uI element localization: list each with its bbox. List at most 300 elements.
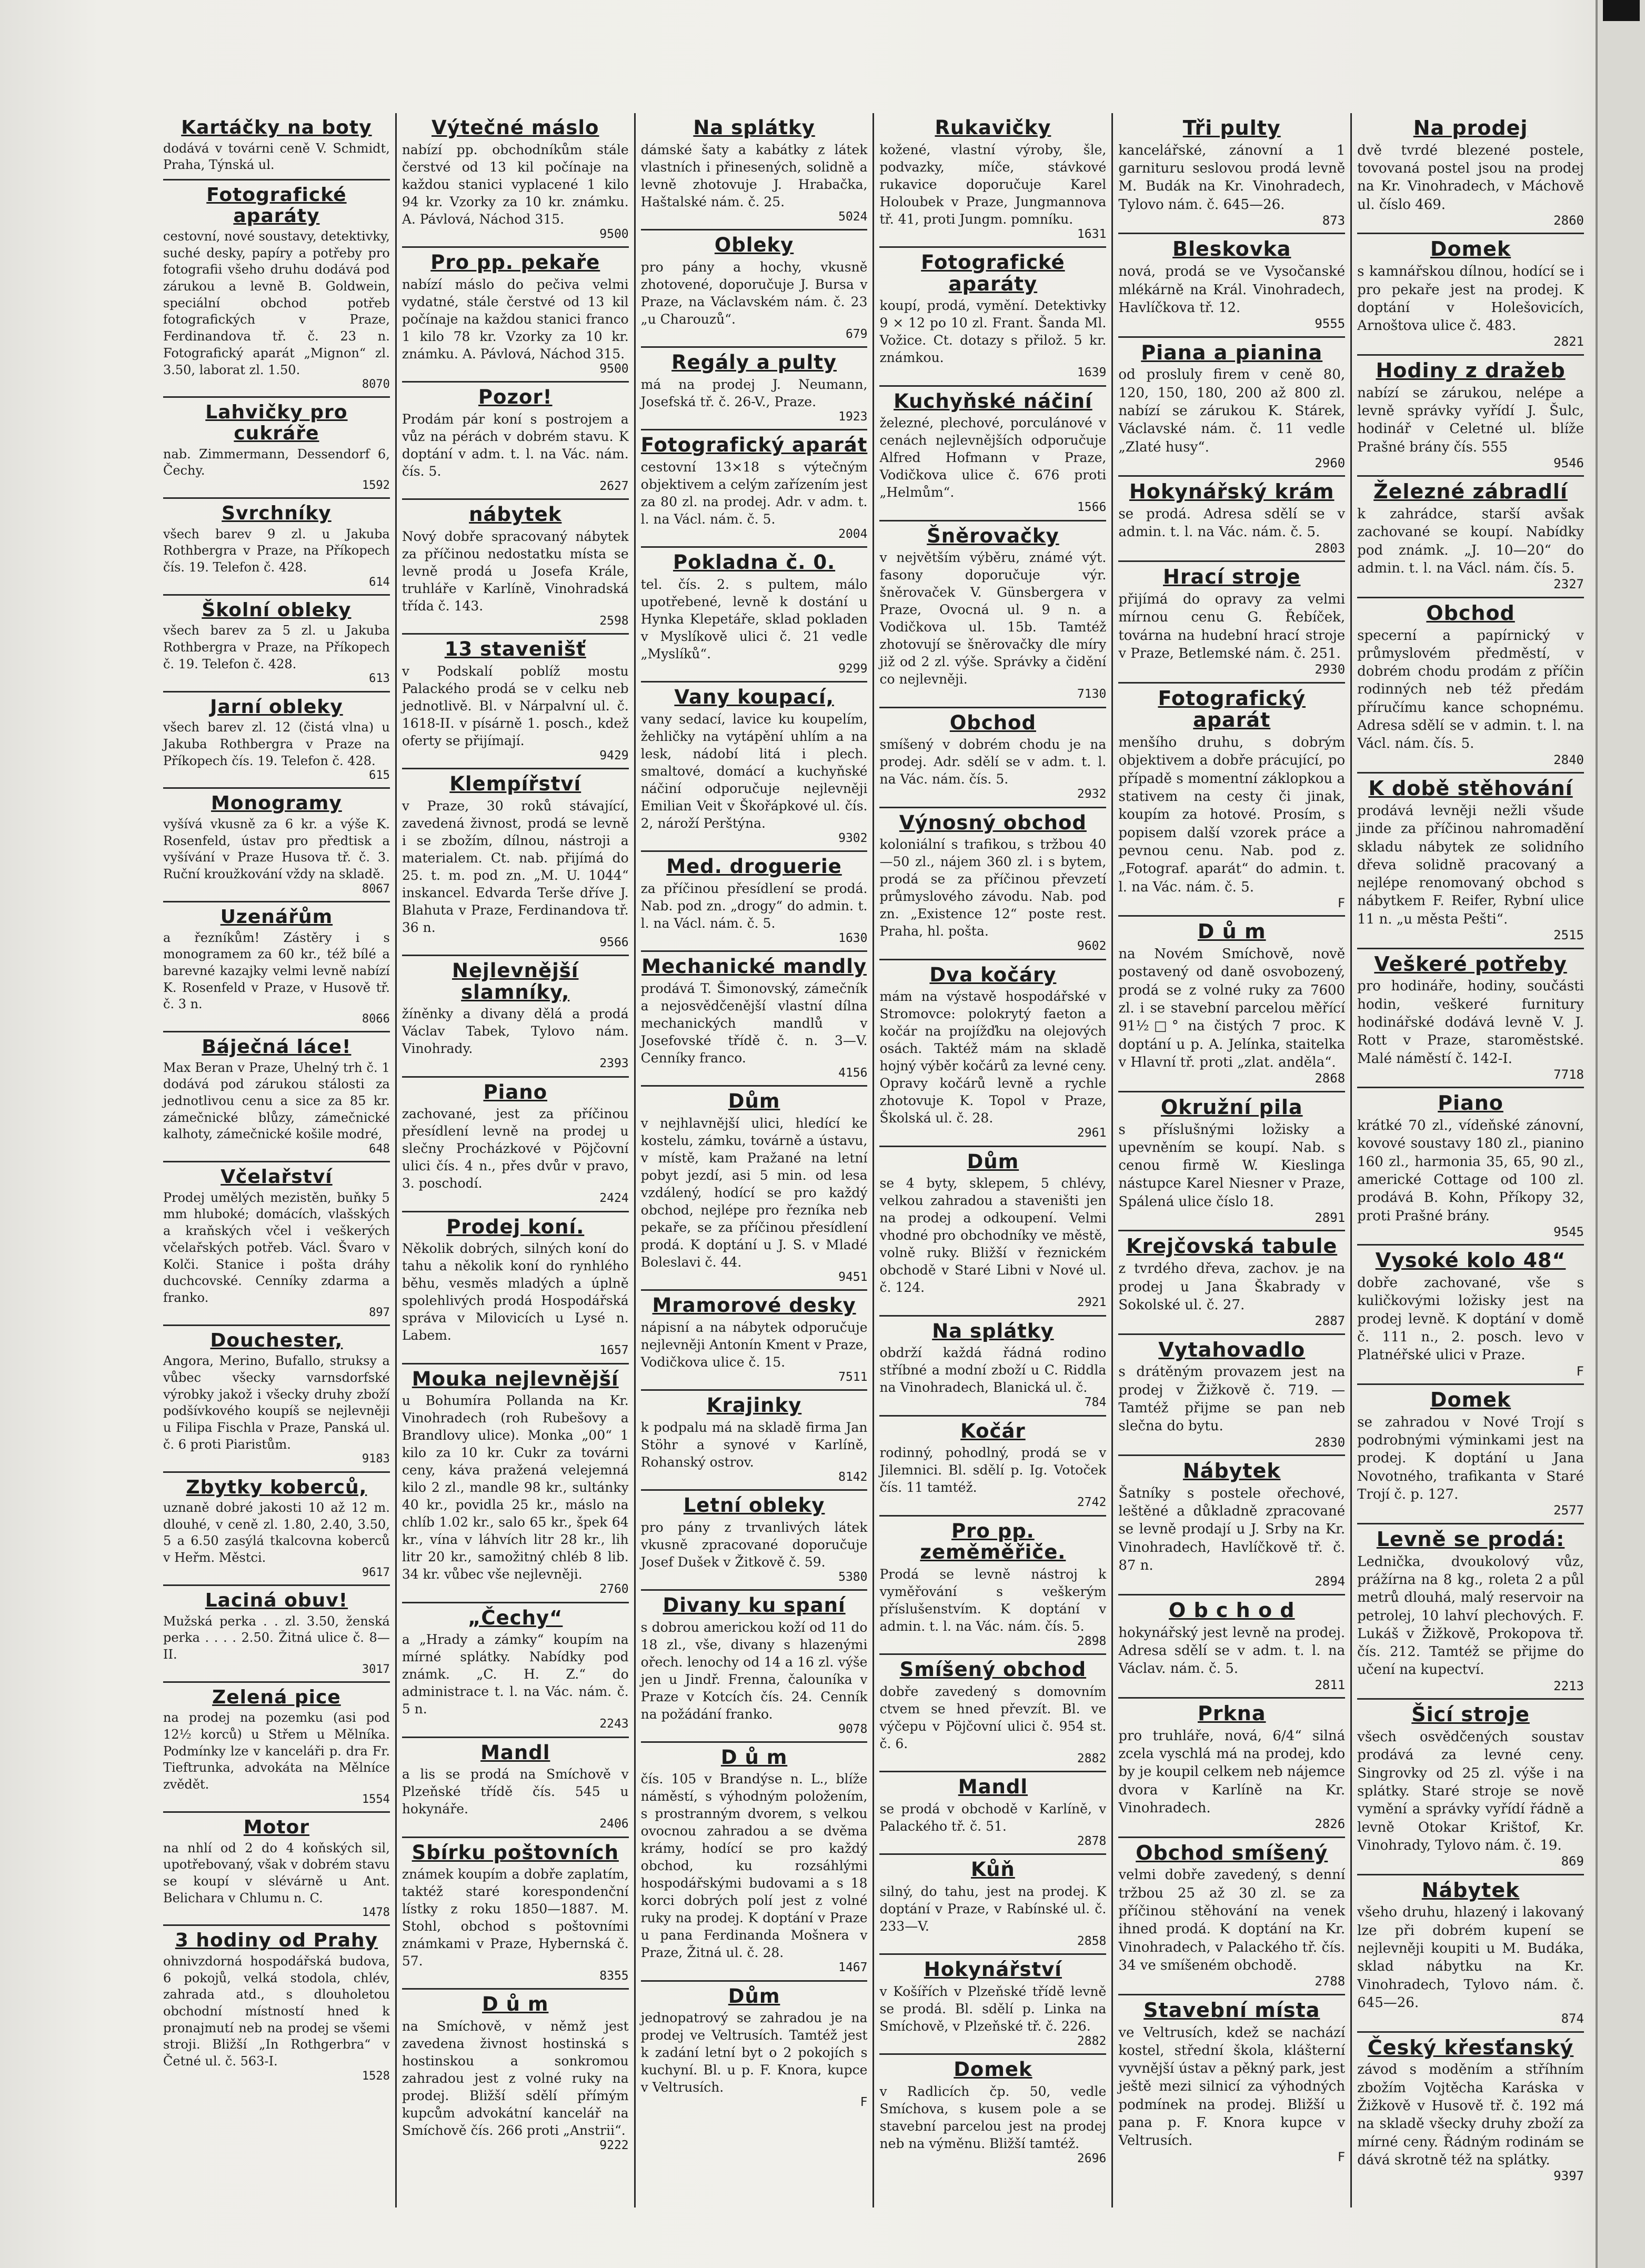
ad-body: železné, plechové, porculánové v cenách nejlevnějších odporučuje Alfred Hofmann v Praze, Vodičkova ulice č. 676 proti „Helmům“. (879, 415, 1107, 500)
ad-body: v Podskalí poblíž mostu Palackého prodá se v celku neb jednotlivě. Bl. v Nárpalvní ul. č. 1618-II. v písárně 1. posch., kdež oferty se přijímají. (402, 663, 629, 748)
ad-reference-number: 2760 (599, 1582, 629, 1597)
classified-ad (879, 1517, 1106, 1655)
ad-headline: Šicí stroje (1411, 1703, 1530, 1727)
ad-headline: Lahvičky pro cukráře (205, 402, 348, 444)
ad-reference-number: 8066 (362, 1012, 390, 1026)
classified-ad (163, 1813, 390, 1926)
ad-reference-number: 9078 (838, 1722, 868, 1736)
ad-body: Prodá se levně nástroj k vyměřování s veškerým příslušenstvím. K doptání v admin. t. l. na Vác. nám. čís. 5. (879, 1566, 1107, 1634)
classified-ads-grid (158, 113, 1589, 2207)
classified-ad (163, 1032, 390, 1162)
ad-headline: Prkna (1197, 1701, 1266, 1725)
ad-body: dvě tvrdé blezené postele, tovovaná postel jsou na prodej na Kr. Vinohradech, v Máchově ul. číslo 469. (1357, 142, 1584, 213)
classified-ad (641, 952, 868, 1087)
ad-reference-number: 2858 (1077, 1934, 1107, 1948)
ad-body: s příslušnými ložisky a upevněním se koupí. Nab. s cenou firmě W. Kieslinga nástupce Karel Niesner v Praze, Spálená ulice číslo 18. (1118, 1121, 1346, 1210)
ad-headline: Med. droguerie (666, 855, 842, 878)
classified-ad (1357, 1524, 1584, 1700)
ad-reference-number: 2894 (1315, 1574, 1346, 1589)
ad-body: za příčinou přesídlení se prodá. Nab. pod zn. „drogy“ do admin. t. l. na Václ. nám. č. 5. (640, 880, 868, 931)
ad-reference-number: 2327 (1553, 577, 1584, 592)
ad-headline: Na splátky (693, 116, 815, 139)
ad-headline: Vany koupací, (674, 685, 834, 708)
ad-reference-number: 9545 (1553, 1224, 1584, 1239)
ad-reference-number: 2742 (1077, 1496, 1107, 1510)
classified-ad (402, 769, 629, 956)
ad-body: na nhlí od 2 do 4 koňských sil, upotřebovaný, však v dobrém stavu se koupí v slévárně u Ant. Belichara v Chlumu n. C. (163, 1840, 390, 1905)
ad-headline: Dva kočáry (929, 963, 1057, 986)
ad-body: na Smíchově, v němž jest zavedena živnost hostinská s hostinskou a sonkromou zahradou jest z volné ruky na prodej. Bližší sdělí přímým kupcům advokátní kancelář na Smíchově čís. 266 proti „Anstrii“. (402, 2019, 629, 2139)
ad-headline: D ů m (482, 1993, 549, 2016)
classified-ad (1357, 1875, 1584, 2033)
classified-ad (402, 500, 629, 635)
ad-headline: Nábytek (1421, 1878, 1520, 1902)
ad-headline: „Čechy“ (468, 1606, 563, 1629)
ad-headline: Svrchníky (222, 503, 332, 525)
ad-headline: O b c h o d (1168, 1598, 1295, 1622)
ad-reference-number: 9555 (1315, 316, 1346, 332)
ad-reference-number: 8067 (362, 882, 390, 896)
ad-headline: Domek (1430, 1388, 1511, 1412)
ad-headline: Tři pulty (1182, 116, 1281, 139)
adjacent-page-edge (1596, 0, 1645, 2268)
ad-headline: Pro pp. zeměměřiče. (920, 1519, 1066, 1564)
ad-body: nabízí máslo do pečiva velmi vydatné, stále čerstvé od 13 kil počínaje na každou stanici franco 1 kilo 78 kr. Vzorky za 10 kr. známku. A. Pávlová, Náchod 315. (402, 276, 629, 362)
ad-headline: Smíšený obchod (899, 1658, 1087, 1681)
ad-body: Max Beran v Praze, Uhelný trh č. 1 dodává pod zárukou stálosti za jednotlivou cenu a sice za 85 kr. zámečnické blůzy, zámečnické kalhoty, zámečnické košile modré, (163, 1060, 390, 1142)
classified-ad (879, 1317, 1106, 1417)
ad-headline: Dům (728, 1984, 780, 2008)
ad-reference-number: 8142 (838, 1470, 868, 1484)
classified-ad (1118, 1456, 1345, 1595)
ad-reference-number: 2898 (1077, 1634, 1107, 1648)
ad-body: jednopatrový se zahradou je na prodej ve Veltrusích. Tamtéž jest k zadání letní byt o 2 pokojích s kuchyní. Bl. u p. F. Knora, kupce v Veltrusích. (640, 2010, 868, 2095)
ad-body: z tvrdého dřeva, zachov. je na prodej u Jana Škabrady v Sokolské ul. č. 27. (1118, 1261, 1346, 1313)
ad-reference-number: 1554 (362, 1792, 390, 1806)
classified-ad (879, 1417, 1106, 1517)
classified-ad (1118, 477, 1345, 562)
ad-body: žíněnky a divany dělá a prodá Václav Tabek, Tylovo nám. Vinohrady. (402, 1006, 629, 1057)
classified-ad (163, 1586, 390, 1683)
classified-ad (163, 113, 390, 180)
classified-ad (1118, 234, 1345, 337)
ad-body: Několik dobrých, silných koní do tahu a několik koní do rynhlého běhu, vesměs mladých a úplně spolehlivých prodá Hospodářská správa v Milovicích u Lysé n. Labem. (402, 1241, 629, 1343)
ad-body: koupí, prodá, vymění. Detektivky 9 × 12 po 10 zl. Frant. Šanda Ml. Vožice. Ct. dotazy s přilož. 5 kr. známkou. (879, 298, 1107, 366)
ad-headline: Levně se prodá: (1376, 1527, 1565, 1551)
ad-headline: Zbytky koberců, (186, 1476, 367, 1498)
ad-column-2 (395, 113, 634, 2207)
ad-headline: Dům (967, 1150, 1019, 1173)
classified-ad (641, 1743, 868, 1982)
ad-reference-number: 9222 (599, 2139, 629, 2153)
ad-headline: Zelená pice (212, 1686, 341, 1708)
ad-headline: 3 hodiny od Prahy (175, 1930, 378, 1952)
classified-ad (879, 248, 1106, 387)
ad-reference-number: 2882 (1077, 2034, 1107, 2048)
ad-body: se prodá. Adresa sdělí se v admin. t. l. na Vác. nám. č. 5. (1118, 506, 1346, 540)
ad-reference-number: 2424 (599, 1191, 629, 1206)
ad-headline: Rukavičky (935, 116, 1051, 139)
ad-headline: Fotografické aparáty (921, 250, 1065, 295)
ad-reference-number: F (1337, 895, 1346, 910)
ad-reference-number: 9500 (599, 362, 629, 376)
ad-headline: Jarní obleky (210, 696, 343, 718)
ad-headline: Piano (1438, 1091, 1503, 1115)
ad-reference-number: 2803 (1315, 540, 1346, 556)
ad-reference-number: 2887 (1315, 1313, 1346, 1329)
ad-body: v největším výběru, známé výt. fasony doporučuje výr. šněrovaček V. Günsbergera v Praze, Ovocná ul. 9 n. a Vodičkova ul. 15b. Tamtéž zhotovují se šněrovačky dle míry již od 2 zl. výše. Správky a čidění co nejlevněji. (879, 550, 1107, 687)
ad-reference-number: 2406 (599, 1817, 629, 1831)
ad-body: pro pány a hochy, vkusně zhotovené, doporučuje J. Bursa v Praze, na Václavském nám. č. 23 „u Charouzů“. (640, 259, 868, 327)
classified-ad (641, 430, 868, 548)
ad-body: Prodám pár koní s postrojem a vůz na pérách v dobrém stavu. K doptání v adm. t. l. na Vác. nám. čís. 5. (402, 411, 629, 479)
classified-ad (641, 548, 868, 683)
classified-ad (641, 852, 868, 952)
ad-headline: Piano (483, 1080, 547, 1103)
ad-body: závod s moděním a stříhním zbožím Vojtěcha Karáska v Žižkově v Husově tř. č. 192 má na skladě všecky druhy zboží za mírné ceny. Řádným rodinám se dává skrotně též na splátky. (1357, 2062, 1584, 2168)
ad-headline: Veškeré potřeby (1374, 952, 1567, 976)
ad-reference-number: 2627 (599, 479, 629, 493)
ad-headline: Hokynářství (924, 1958, 1062, 1981)
classified-ad (1118, 113, 1345, 234)
ad-reference-number: 5380 (838, 1570, 868, 1584)
ad-body: v Radlicích čp. 50, vedle Smíchova, s kusem pole a se stavební parcelou jest na prodej neb na výměnu. Bližší tamtéž. (879, 2083, 1107, 2151)
ad-body: cestovní 13×18 s výtečným objektivem a celým zařízením jest za 80 zl. na prodej. Adr. v adm. t. l. na Václ. nám. č. 5. (640, 459, 868, 527)
ad-reference-number: 2598 (599, 614, 629, 628)
classified-ad (163, 1162, 390, 1326)
classified-ad (1118, 1231, 1345, 1334)
ad-reference-number: 613 (369, 672, 390, 686)
classified-ad (1118, 1838, 1345, 1995)
ad-reference-number: 8070 (362, 378, 390, 392)
ad-reference-number: F (1576, 1363, 1584, 1379)
ad-reference-number: 8355 (599, 1969, 629, 1983)
classified-ad (163, 1326, 390, 1473)
classified-ad (1357, 2033, 1584, 2189)
ad-headline: Pro pp. pekaře (430, 250, 600, 274)
classified-ad (879, 1772, 1106, 1855)
ad-body: od prosluly firem v ceně 80, 120, 150, 180, 200 až 800 zl. nabízí se zárukou K. Stárek, Václavské nám. č. 11 vedle „Zlaté husy“. (1118, 367, 1346, 455)
ad-headline: Mouka nejlevnější (412, 1367, 619, 1390)
classified-ad (402, 383, 629, 500)
ad-body: nabízí se zárukou, nelépe a levně správky vyřídí J. Šulc, hodinář v Celetné ul. blíže Prašné brány čís. 555 (1357, 385, 1584, 455)
ad-body: tel. čís. 2. s pultem, málo upotřebené, levně k dostání u Hynka Klepetáře, sklad pokladen v Myslíkově ulici č. 21 vedle „Myslíků“. (640, 576, 868, 661)
ad-reference-number: 784 (1084, 1396, 1107, 1410)
ad-headline: Včelařství (220, 1166, 333, 1188)
ad-body: specerní a papírnický v průmyslovém předměstí, v dobrém chodu prodám z příčin rodinných neb též předám příručímu kance schopnému. Adresa sdělí se v admin. t. l. na Václ. nám. čís. 5. (1357, 627, 1584, 752)
classified-ad (402, 1212, 629, 1364)
ad-body: a řezníkům! Zástěry i s monogramem za 60 kr., též bílé a barevné kazajky velmi levně nabízí K. Rosenfeld v Praze, v Husově tř. č. 3 n. (163, 930, 390, 1012)
ad-body: smíšený v dobrém chodu je na prodej. Adr. sdělí se v adm. t. l. na Vác. nám. čís. 5. (879, 737, 1107, 787)
ad-reference-number: 9602 (1077, 939, 1107, 954)
ad-headline: Mandl (958, 1775, 1028, 1799)
classified-ad (641, 348, 868, 430)
ad-body: obdrží každá řádná rodino stříbné a modní zboží u C. Riddla na Vinohradech, Blanická ul. č. (879, 1345, 1107, 1396)
ad-headline: Fotografický aparát (640, 433, 868, 456)
ad-body: dámské šaty a kabátky z látek vlastních i přinesených, solidně a levně zhotovuje J. Hrabačka, Haštalské nám. č. 25. (640, 142, 868, 209)
ad-reference-number: 2882 (1077, 1751, 1107, 1765)
ad-headline: Piana a pianina (1141, 340, 1323, 364)
ad-reference-number: 2960 (1315, 455, 1346, 470)
ad-reference-number: 9546 (1553, 455, 1584, 470)
ad-headline: Báječná láce! (202, 1036, 352, 1058)
ad-headline: D ů m (1197, 920, 1266, 944)
ad-headline: Krejčovská tabule (1126, 1235, 1338, 1258)
ad-reference-number: 2932 (1077, 787, 1107, 801)
classified-ad (879, 521, 1106, 708)
classified-ad (163, 1473, 390, 1586)
ad-body: se prodá v obchodě v Karlíně, v Palackého tř. č. 51. (879, 1801, 1107, 1834)
classified-ad (1357, 774, 1584, 949)
ad-headline: Pokladna č. 0. (673, 550, 836, 574)
ad-reference-number: 2826 (1315, 1817, 1346, 1832)
classified-ad (402, 635, 629, 769)
ad-reference-number: 2213 (1553, 1678, 1584, 1693)
classified-ad (163, 596, 390, 693)
ad-reference-number: 2830 (1315, 1434, 1346, 1450)
classified-ad (1118, 917, 1345, 1092)
classified-ad (1118, 1335, 1345, 1456)
ad-reference-number: 615 (369, 769, 390, 782)
ad-body: s drátěným provazem jest na prodej v Žižkově č. 719. — Tamtéž přijme se pan neb slečna do bytu. (1118, 1364, 1346, 1434)
ad-reference-number: 2868 (1315, 1071, 1346, 1086)
ad-headline: Krajinky (706, 1393, 802, 1417)
ad-body: zachované, jest za příčinou přesídlení levně na prodej u slečny Procházkové v Pöjčovní ulici čís. 4 n., přes dvůr v pravo, 3. poschodí. (402, 1106, 629, 1191)
ad-headline: Monogramy (211, 792, 342, 815)
ad-reference-number: 3017 (362, 1662, 390, 1676)
ad-column-6 (1350, 113, 1589, 2207)
ad-reference-number: 897 (369, 1306, 390, 1319)
ad-reference-number: 1467 (838, 1961, 868, 1975)
ad-body: k zahrádce, starší avšak zachované se koupí. Nabídky pod známk. „J. 10—20“ do admin. t. l. na Václ. nám. čís. 5. (1357, 506, 1584, 577)
ad-column-1 (158, 113, 395, 2207)
ad-reference-number: 5024 (838, 209, 868, 224)
ad-body: všeho druhu, hlazený i lakovaný lze při dobrém kupení se nejlevněji koupiti u M. Budáka, sklad nábytku na Kr. Vinohradech, Tylovo nám. č. 645—26. (1357, 1904, 1584, 2011)
ad-headline: Regály a pulty (671, 350, 837, 374)
classified-ad (1118, 338, 1345, 477)
classified-ad (163, 693, 390, 789)
ad-headline: Hrací stroje (1163, 565, 1301, 589)
ad-reference-number: 9566 (599, 935, 629, 949)
ad-headline: Kočár (960, 1419, 1026, 1442)
classified-ad (879, 808, 1106, 960)
ad-headline: Vytahovadlo (1158, 1338, 1306, 1361)
ad-body: nabízí pp. obchodníkům stále čerstvé od 13 kil počínaje na každou stanici vyplacené 1 kilo 94 kr. Vzorky za 10 kr. známku. A. Pávlová, Náchod 315. (402, 142, 629, 227)
ad-headline: Mechanické mandly (641, 955, 867, 978)
ad-reference-number: 2821 (1553, 334, 1584, 349)
ad-headline: Okružní pila (1160, 1095, 1303, 1119)
ad-headline: Kartáčky na boty (181, 117, 372, 138)
classified-ad (1357, 356, 1584, 477)
scan-dark-edge (1603, 0, 1640, 21)
classified-ad (1118, 684, 1345, 917)
ad-body: Angora, Merino, Bufallo, struksy a vůbec všecky varnsdorfské výrobky jakož i všecky druhy zboží podšívkového koupíš se nejlevněji u Filipa Fischla v Praze, Panská ul. č. 6 proti Piaristům. (163, 1353, 390, 1452)
classified-ad (402, 1838, 629, 1990)
classified-ad (402, 1990, 629, 2157)
ad-body: rodinný, pohodlný, prodá se v Jilemnici. Bl. sdělí p. Ig. Votoček čís. 11 tamtéž. (879, 1445, 1107, 1496)
ad-reference-number: 2878 (1077, 1834, 1107, 1848)
ad-reference-number: 1592 (362, 478, 390, 492)
ad-body: přijímá do opravy za velmi mírnou cenu G. Řebíček, továrna na hudební hrací stroje v Praze, Betlemské nám. č. 251. (1118, 591, 1346, 661)
ad-headline: Letní obleky (683, 1493, 825, 1517)
ad-reference-number: 2840 (1553, 752, 1584, 767)
ad-body: v nejhlavnější ulici, hledící ke kostelu, zámku, továrně a ústavu, v místě, kam Pražané na letní pobyt jezdí, asi 5 min. od lesa vzdálený, hodící se pro každý obchod, nejlépe pro řezníka neb pekaře, se za příčinou přesídlení prodá. K doptání u J. S. v Mladé Boleslavi č. 44. (640, 1115, 868, 1270)
ad-body: koloniální s trafikou, s tržbou 40—50 zl., nájem 360 zl. i s bytem, prodá se za příčinou převzetí průmyslového závodu. Nab. pod zn. „Existence 12“ poste rest. Praha, hl. pošta. (879, 837, 1107, 939)
classified-ad (1357, 234, 1584, 355)
classified-ad (163, 1683, 390, 1813)
ad-body: všech osvědčených soustav prodává za levné ceny. Singrovky od 25 zl. výše i na splátky. Staré stroje se nově vymění a správky vyřídí řádně a levně Otokar Krištof, Kr. Vinohrady, Tylovo nám. č. 19. (1357, 1729, 1584, 1853)
ad-reference-number: 2243 (599, 1717, 629, 1731)
ad-reference-number: 9302 (838, 831, 868, 845)
classified-ad (1118, 1092, 1345, 1232)
ad-reference-number: 2696 (1077, 2151, 1107, 2165)
ad-body: Mužská perka . . zl. 3.50, ženská perka . . . . 2.50. Žitná ulice č. 8—II. (163, 1613, 390, 1662)
ad-reference-number: 1528 (362, 2069, 390, 2083)
ad-headline: Douchester, (210, 1329, 343, 1351)
ad-reference-number: 1630 (838, 931, 868, 945)
ad-headline: Hodiny z dražeb (1376, 358, 1566, 382)
ad-headline: Stavební místa (1144, 1998, 1320, 2022)
ad-reference-number: 9500 (599, 227, 629, 241)
ad-body: velmi dobře zavedený, s denní tržbou 25 až 30 zl. se za příčinou stěhování na venek ihned prodá. K doptání na Kr. Vinohradech, v Palackého tř. čís. 34 ve smíšeném obchodě. (1118, 1867, 1346, 1974)
ad-reference-number: 2788 (1315, 1974, 1346, 1989)
ad-headline: Nábytek (1182, 1459, 1281, 1483)
ad-headline: Klempířství (449, 772, 581, 795)
ad-body: kancelářské, zánovní a 1 garnituru seslovou prodá levně M. Budák na Kr. Vinohradech, Tylovo nám. č. 645—26. (1118, 142, 1346, 213)
classified-ad (163, 180, 390, 398)
ad-headline: Mramorové desky (652, 1293, 856, 1317)
ad-body: krátké 70 zl., vídeňské zánovní, kovové soustavy 180 zl., pianino 160 zl., harmonia 35, 65, 90 zl., americké Cottage od 100 zl. prodává B. Kohn, Příkopy 32, proti Prašné brány. (1357, 1118, 1584, 1224)
ad-headline: Obchod (949, 711, 1036, 734)
ad-body: Lednička, dvoukolový vůz, prážírna na 8 kg., roleta 2 a půl metrů dlouhá, malý reservoir na petrolej, 10 lahví plechových. F. Lukáš v Žižkově, Prokopova tř. čís. 212. Tamtéž se přijme do učení na kupectví. (1357, 1553, 1584, 1678)
ad-reference-number: 9429 (599, 748, 629, 762)
ad-reference-number: 1923 (838, 409, 868, 424)
ad-body: všech barev zl. 12 (čistá vlna) u Jakuba Rothbergra v Praze na Příkopech čís. 19. Telefon č. 428. (163, 720, 390, 768)
ad-body: Nový dobře spracovaný nábytek za příčinou nedostatku místa se levně prodá u Josefa Krále, truhláře v Karlíně, Vinohradská třída č. 143. (402, 528, 629, 614)
ad-reference-number: 1478 (362, 1906, 390, 1920)
ad-reference-number: F (860, 2095, 868, 2110)
classified-ad (879, 1655, 1106, 1772)
classified-ad (163, 789, 390, 902)
ad-headline: Domek (1430, 237, 1511, 261)
ad-headline: Na splátky (932, 1319, 1054, 1342)
classified-ad (402, 1078, 629, 1212)
ad-headline: Výnosný obchod (899, 811, 1087, 834)
ad-body: menšího druhu, s dobrým objektivem a dobře prácující, po případě s momentní záklopkou a stativem na cesty či jinak, koupím za hotové. Prosím, s popisem další vzorek práce a pevnou cenu. Nab. pod z. „Fotograf. aparát“ do admin. t. l. na Vác. nám. č. 5. (1118, 735, 1346, 895)
ad-reference-number: 7511 (838, 1370, 868, 1384)
ad-body: na Novém Smíchově, nově postavený od daně osvobozený, prodá se z volné ruky za 7600 zl. i se stavební parcelou měřící 91½□° na čistých 7 proc. K doptání u p. A. Jelínka, staitelka v Hlavní tř. proti „zlat. anděla“. (1118, 946, 1346, 1071)
ad-reference-number: 1631 (1077, 227, 1107, 241)
classified-ad (402, 1738, 629, 1838)
ad-body: se 4 byty, sklepem, 5 chlévy, velkou zahradou a staveništi jen na prodej a odkoupení. Velmi vhodné pro obchodníky ve městě, volně ruky. Bližší v řeznickém obchodě v Staré Libni v Nové ul. č. 124. (879, 1176, 1107, 1296)
ad-headline: Nejlevnější slamníky, (452, 959, 579, 1003)
ad-reference-number: 2930 (1315, 662, 1346, 677)
ad-headline: Divany ku spaní (663, 1593, 846, 1617)
ad-body: nápisní a na nábytek odporučuje nejlevněji Antonín Kment v Praze, Vodičkova ulice č. 15. (640, 1319, 868, 1370)
ad-body: silný, do tahu, jest na prodej. K doptání v Praze, v Rabínské ul. č. 233—V. (879, 1883, 1107, 1934)
ad-headline: Školní obleky (202, 599, 352, 621)
ad-headline: Bleskovka (1172, 237, 1291, 261)
classified-ad (641, 113, 868, 230)
ad-body: vyšívá vkusně za 6 kr. a výše K. Rosenfeld, ústav pro předtisk a vyšívání v Praze Husova tř. č. 3. Ruční kroužkování vždy na skladě. (163, 817, 390, 882)
ad-body: všech barev 9 zl. u Jakuba Rothbergra v Praze, na Příkopech čís. 19. Telefon č. 428. (163, 526, 390, 575)
ad-headline: D ů m (720, 1745, 788, 1769)
classified-ad (879, 2055, 1106, 2171)
ad-body: na prodej na pozemku (asi pod 12½ korců) u Střem u Mělníka. Podmínky lze v kanceláři p. dra Fr. Tieftrunka, advokáta na Mělníce zvědět. (163, 1710, 390, 1792)
ad-body: prodává levněji nežli všude jinde za příčinou nahromadění skladu nábytek ze solidního dřeva solidně pracovaný a nejlépe renomovaný obchod s nábytkem F. Reifer, Rybní ulice 11 n. „u města Pešti“. (1357, 802, 1584, 927)
classified-ad (1118, 1995, 1345, 2169)
classified-ad (402, 1364, 629, 1603)
ad-reference-number: 2921 (1077, 1296, 1107, 1310)
ad-body: kožené, vlastní výroby, šle, podvazky, míče, stávkové rukavice doporučuje Karel Holoubek v Praze, Jungmannova tř. 41, proti Jungm. pomníku. (879, 142, 1107, 227)
ad-body: s kamnářskou dílnou, hodící se i pro pekaře jest na prodej. K doptání v Holešovicích, Arnoštova ulice č. 483. (1357, 264, 1584, 334)
ad-headline: Kuchyňské náčiní (894, 389, 1092, 413)
ad-headline: Vysoké kolo 48“ (1375, 1249, 1566, 1272)
ad-body: v Praze, 30 roků stávající, zavedená živnost, prodá se levně i se zbožím, dílnou, nástroji a materialem. Ct. nab. přijímá do 25. t. m. pod zn. „M. U. 1044“ inskancel. Edvarda Terše dříve J. Blahuta v Praze, Ferdinandova tř. 36 n. (402, 798, 629, 935)
classified-ad (879, 113, 1106, 248)
classified-ad (402, 956, 629, 1078)
ad-body: Šatníky s postele ořechové, leštěné a důkladně zpracované se levně prodají u J. Srby na Kr. Vinohradech, Havlíčkově tř. č. 87 n. (1118, 1485, 1346, 1574)
ad-body: pro hodináře, hodiny, součásti hodin, veškeré furnitury hodinářské dodává levně V. J. Rott v Praze, staroměstské. Malé náměstí č. 142-I. (1357, 978, 1584, 1067)
ad-headline: Domek (954, 2058, 1032, 2081)
ad-body: pro pány z trvanlivých látek vkusně zpracované doporučuje Josef Dušek v Žitkově č. 59. (640, 1519, 868, 1570)
ad-reference-number: 614 (369, 575, 390, 589)
ad-reference-number: 9299 (838, 661, 868, 676)
ad-body: známek koupím a dobře zaplatím, taktéž staré korespondenční lístky z roku 1850—1887. M. Stohl, obchod s poštovními známkami v Praze, Hybernská č. 57. (402, 1866, 629, 1969)
ad-headline: Obchod smíšený (1136, 1841, 1328, 1864)
ad-body: uznaně dobré jakosti 10 až 12 m. dlouhé, v ceně zl. 1.80, 2.40, 3.50, 5 a 6.50 zasýlá tkalcovna koberců v Heřm. Městci. (163, 1500, 390, 1565)
ad-body: s dobrou americkou koží od 11 do 18 zl., vše, divany s hlazenými ořech. lenochy od 14 a 16 zl. výše jen u Jindř. Frenna, čalouníka v Praze v Kotcích čís. 24. Cenník na požádání franko. (640, 1619, 868, 1722)
classified-ad (1118, 562, 1345, 683)
classified-ad (879, 1147, 1106, 1317)
ad-reference-number: 2515 (1553, 928, 1584, 943)
ad-headline: 13 stavenišť (444, 637, 586, 660)
ad-body: mám na výstavě hospodářské v Stromovce: polokrytý faeton a kočár na projížďku na olejových osách. Taktéž mám na skladě hojný výběr kočárů za levné ceny. Opravy kočárů levně a rychle zhotovuje K. Topol v Praze, Školská ul. č. 28. (879, 989, 1107, 1126)
classified-ad (1357, 1700, 1584, 1875)
ad-reference-number: 1639 (1077, 366, 1107, 380)
ad-body: ve Veltrusích, kdež se nachází kostel, střední škola, klášterní vyvnější ústav a pěkný park, jest ještě mezi silnicí za výhodných podmínek na prodej. Bližší u pana p. F. Knora kupce v Veltrusích. (1118, 2024, 1346, 2149)
ad-reference-number: 2891 (1315, 1210, 1346, 1226)
ad-headline: Kůň (971, 1858, 1015, 1881)
ad-body: dobře zavedený s domovním ctvem se hned převzít. Bl. ve výčepu v Pöjčovní ulici č. 954 st. č. 6. (879, 1683, 1107, 1751)
ad-reference-number: 1657 (599, 1343, 629, 1358)
ad-headline: Šněrovačky (927, 524, 1059, 547)
classified-ad (402, 248, 629, 383)
classified-ad (879, 1955, 1106, 2055)
ad-headline: Fotografický aparát (1158, 686, 1306, 732)
ad-headline: Pozor! (478, 385, 553, 408)
ad-headline: Motor (243, 1816, 310, 1838)
ad-body: má na prodej J. Neumann, Josefská tř. č. 26-V., Praze. (640, 376, 868, 409)
classified-ad (163, 398, 390, 499)
ad-headline: Laciná obuv! (205, 1589, 348, 1611)
classified-ad (1357, 949, 1584, 1089)
classified-ad (1357, 477, 1584, 598)
ad-reference-number: 2393 (599, 1057, 629, 1071)
ad-body: cestovní, nové soustavy, detektivky, suché desky, papíry a potřeby pro fotografii všeho druhu dodává pod zárukou a levně B. Goldwein, speciální obchod potřeb fotografických v Praze, Ferdinandova tř. č. 23 n. Fotografický aparát „Mignon“ zl. 3.50, laborat zl. 1.50. (163, 229, 390, 377)
ad-reference-number: 9617 (362, 1565, 390, 1579)
classified-ad (1118, 1699, 1345, 1838)
ad-body: a lis se prodá na Smíchově v Plzeňské třídě čís. 545 u hokynáře. (402, 1767, 629, 1817)
ad-reference-number: 874 (1561, 2011, 1584, 2026)
ad-reference-number: 2577 (1553, 1503, 1584, 1518)
ad-reference-number: 7718 (1553, 1067, 1584, 1082)
ad-column-3 (634, 113, 873, 2207)
ad-reference-number: F (1337, 2149, 1346, 2164)
classified-ad (402, 1603, 629, 1738)
ad-body: v Košířích v Plzeňské třídě levně se prodá. Bl. sdělí p. Linka na Smíchově, v Plzeňské tř. č. 226. (879, 1983, 1107, 2034)
ad-body: nová, prodá se ve Vysočanské mlékárně na Král. Vinohradech, Havlíčkova tř. 12. (1118, 264, 1346, 316)
